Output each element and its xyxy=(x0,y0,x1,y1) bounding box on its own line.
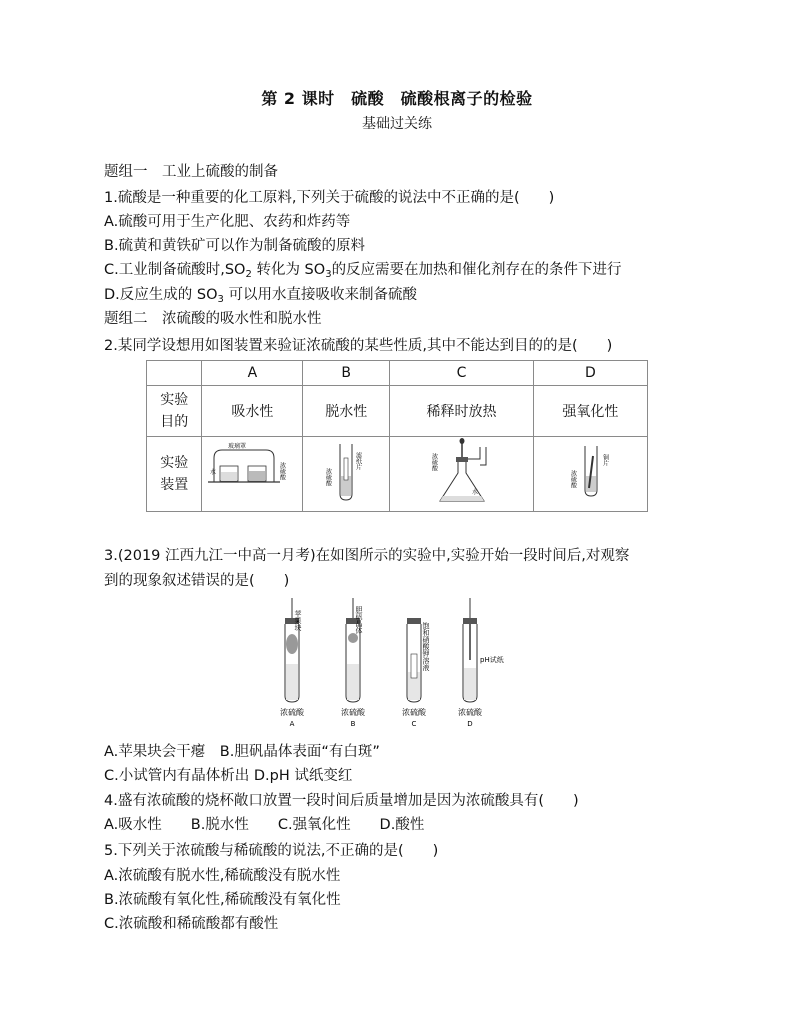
table-corner xyxy=(147,361,202,386)
purpose-cell: 脱水性 xyxy=(303,386,390,437)
label-acid: 浓硫酸 xyxy=(569,470,577,488)
test-tube-paper-diagram xyxy=(306,440,386,504)
bottom-label: 浓硫酸 xyxy=(402,708,426,717)
q2-stem: 2.某同学设想用如图装置来验证浓硫酸的某些性质,其中不能达到目的的是( ) xyxy=(104,338,613,354)
sub-3: 3 xyxy=(325,269,332,280)
group1-heading: 题组一 工业上硫酸的制备 xyxy=(104,164,278,180)
label-paper: 滤纸片 xyxy=(354,452,362,470)
purpose-cell: 强氧化性 xyxy=(533,386,647,437)
col-header: D xyxy=(533,361,647,386)
row-label-line: 实验 xyxy=(160,392,189,408)
bell-jar-diagram xyxy=(204,442,300,502)
setup-cell-c xyxy=(390,437,534,512)
q4-options: A.吸水性 B.脱水性 C.强氧化性 D.酸性 xyxy=(104,817,425,833)
label-crystal: 胆矾晶体 xyxy=(355,606,363,634)
bottom-label: 浓硫酸 xyxy=(458,708,482,717)
group2-heading: 题组二 浓硫酸的吸水性和脱水性 xyxy=(104,311,322,327)
q3-options-cd: C.小试管内有晶体析出 D.pH 试纸变红 xyxy=(104,768,353,784)
label-acid: 浓硫酸 xyxy=(430,453,438,471)
label-cover: 玻璃罩 xyxy=(228,443,247,450)
q1-c-pre: C.工业制备硫酸时,SO xyxy=(104,262,246,278)
sub-2: 2 xyxy=(245,269,252,280)
purpose-cell: 稀释时放热 xyxy=(390,386,534,437)
q1-option-a: A.硫酸可用于生产化肥、农药和炸药等 xyxy=(104,214,351,230)
label-water: 水 xyxy=(472,489,479,496)
row-label-purpose xyxy=(147,386,202,437)
q1-option-b: B.硫黄和黄铁矿可以作为制备硫酸的原料 xyxy=(104,238,366,254)
col-header: A xyxy=(202,361,303,386)
q1-d-post: 可以用水直接吸收来制备硫酸 xyxy=(228,287,417,303)
label-ph: pH试纸 xyxy=(480,656,504,664)
q3-figure xyxy=(270,598,510,730)
q3-options-ab: A.苹果块会干瘪 B.胆矾晶体表面“有白斑” xyxy=(104,744,380,760)
tube-d xyxy=(463,598,477,702)
row-label-line: 实验 xyxy=(160,455,189,471)
label-acid: 浓硫酸 xyxy=(324,468,332,486)
row-label-line: 目的 xyxy=(160,414,189,430)
q1-option-c xyxy=(104,260,622,280)
q1-d-pre: D.反应生成的 SO xyxy=(104,287,218,303)
label-kno3: 饱和硝酸钾溶液 xyxy=(422,622,430,671)
q1-c-post: 的反应需要在加热和催化剂存在的条件下进行 xyxy=(331,262,622,278)
bottom-label: 浓硫酸 xyxy=(341,708,365,717)
letter-label: D xyxy=(467,720,473,728)
setup-cell-b xyxy=(303,437,390,512)
q5-option-b: B.浓硫酸有氧化性,稀硫酸没有氧化性 xyxy=(104,892,341,908)
label-apple: 苹果块 xyxy=(294,610,302,631)
label-copper: 铜片 xyxy=(601,454,609,466)
label-acid: 浓硫酸 xyxy=(278,462,286,480)
purpose-cell: 吸水性 xyxy=(202,386,303,437)
row-label-line: 装置 xyxy=(160,477,189,493)
q1-c-mid: 转化为 SO xyxy=(256,262,326,278)
row-label-setup xyxy=(147,437,202,512)
letter-label: B xyxy=(350,720,356,728)
page-title: 第 2 课时 硫酸 硫酸根离子的检验 xyxy=(261,89,533,108)
q1-option-d xyxy=(104,285,417,305)
q5-option-c: C.浓硫酸和稀硫酸都有酸性 xyxy=(104,916,279,932)
q2-table xyxy=(146,360,648,512)
q3-stem-line2: 到的现象叙述错误的是( ) xyxy=(104,573,290,589)
q5-stem: 5.下列关于浓硫酸与稀硫酸的说法,不正确的是( ) xyxy=(104,843,439,859)
col-header: B xyxy=(303,361,390,386)
q4-stem: 4.盛有浓硫酸的烧杯敞口放置一段时间后质量增加是因为浓硫酸具有( ) xyxy=(104,793,579,809)
setup-cell-a xyxy=(202,437,303,512)
label-water: 水 xyxy=(210,469,217,476)
q1-stem: 1.硫酸是一种重要的化工原料,下列关于硫酸的说法中不正确的是( ) xyxy=(104,190,555,206)
setup-cell-d xyxy=(533,437,647,512)
q5-option-a: A.浓硫酸有脱水性,稀硫酸没有脱水性 xyxy=(104,868,341,884)
bottom-label: 浓硫酸 xyxy=(280,708,304,717)
q3-stem-line1: 3.(2019 江西九江一中高一月考)在如图所示的实验中,实验开始一段时间后,对观察 xyxy=(104,548,630,564)
sub-3: 3 xyxy=(217,294,224,305)
letter-label: C xyxy=(411,720,417,728)
flask-dilution-diagram xyxy=(406,437,516,507)
tube-c xyxy=(407,618,421,702)
copper-tube-diagram xyxy=(545,442,635,502)
page-subtitle: 基础过关练 xyxy=(362,116,432,132)
letter-label: A xyxy=(289,720,295,728)
col-header: C xyxy=(390,361,534,386)
